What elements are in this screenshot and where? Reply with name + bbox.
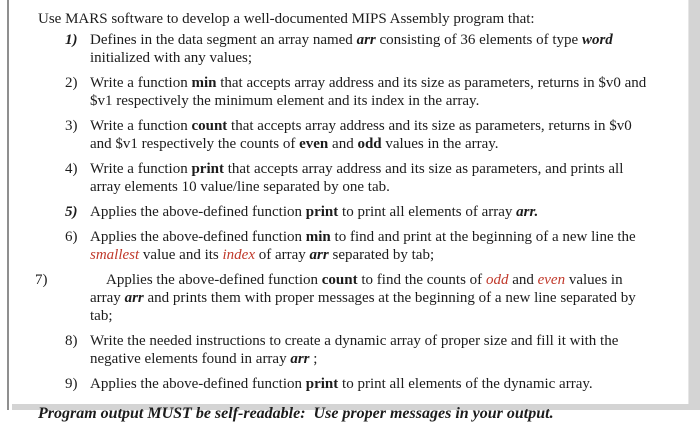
highlighted-term: even <box>537 272 566 288</box>
text-segment: Applies the above-defined function <box>90 376 306 392</box>
text-segment: consisting of 36 elements of type <box>375 32 582 48</box>
text-segment: print <box>191 161 224 177</box>
item-number: 9) <box>65 376 78 392</box>
item-number: 7) <box>35 272 48 288</box>
text-segment: print <box>305 376 339 392</box>
footer-note: Program output MUST be self-readable: Use proper messages in your output. <box>38 405 554 422</box>
requirements-list <box>0 31 686 393</box>
text-segment: arr <box>290 351 310 367</box>
item-text <box>90 204 538 220</box>
text-segment: min <box>191 75 217 91</box>
text-segment: arr <box>124 290 144 306</box>
item-text <box>90 271 650 325</box>
text-segment: min <box>305 229 331 245</box>
highlighted-term: odd <box>485 272 509 288</box>
list-item <box>0 332 686 368</box>
text-segment: and <box>508 272 538 288</box>
text-segment: initialized with any values; <box>90 50 253 66</box>
text-segment: Applies the above-defined function <box>106 272 322 288</box>
item-text <box>90 333 618 367</box>
text-segment: that accepts array address and its size as parameters, and prints all array elements 10 value/line separated by one tab. <box>90 161 624 195</box>
text-segment: values in array <box>90 272 623 306</box>
text-segment: value and its <box>139 247 223 263</box>
text-segment: values in the array. <box>381 136 499 152</box>
text-segment: even <box>299 136 329 152</box>
page-right-edge <box>688 0 700 410</box>
text-segment: Write the needed instructions to create a dynamic array of proper size and fill it with the negative elements found in array <box>90 333 619 367</box>
item-text <box>90 32 613 66</box>
list-item <box>0 375 686 393</box>
item-text <box>90 75 646 109</box>
document-content <box>0 10 686 423</box>
text-segment: of array <box>254 247 310 263</box>
item-number: 3) <box>65 118 78 134</box>
item-number: 2) <box>65 75 78 91</box>
text-segment: count <box>321 272 358 288</box>
text-segment: Applies the above-defined function <box>90 204 306 220</box>
text-segment: print <box>305 204 339 220</box>
item-number: 8) <box>65 333 78 349</box>
item-number: 4) <box>65 161 78 177</box>
item-number: 6) <box>65 229 78 245</box>
text-segment: to find and print at the beginning of a new line the <box>330 229 636 245</box>
item-number: 5) <box>65 204 78 220</box>
list-item <box>0 74 686 110</box>
text-segment: arr. <box>516 204 539 220</box>
item-text <box>90 161 623 195</box>
text-segment: to find the counts of <box>357 272 486 288</box>
text-segment: and prints them with proper messages at the beginning of a new line separated by tab; <box>90 290 636 324</box>
text-segment: separated by tab; <box>328 247 435 263</box>
text-segment: ; <box>309 351 318 367</box>
text-segment: Write a function <box>90 161 192 177</box>
item-number: 1) <box>65 32 78 48</box>
text-segment: that accepts array address and its size as parameters, returns in $v0 and $v1 respectively the minimum element and its index in the array. <box>90 75 647 109</box>
highlighted-term: index <box>222 247 255 263</box>
list-item <box>0 160 686 196</box>
item-text <box>90 118 632 152</box>
intro-line: Use MARS software to develop a well-documented MIPS Assembly program that: <box>38 11 535 27</box>
text-segment: to print all elements of array <box>338 204 517 220</box>
item-text <box>90 229 636 263</box>
text-segment: Defines in the data segment an array named <box>90 32 357 48</box>
text-segment: that accepts array address and its size as parameters, returns in $v0 and $v1 respectively the counts of <box>90 118 632 152</box>
text-segment: arr <box>356 32 376 48</box>
list-item <box>0 117 686 153</box>
text-segment: arr <box>309 247 329 263</box>
item-text <box>90 376 593 392</box>
text-segment: to print all elements of the dynamic array. <box>338 376 593 392</box>
highlighted-term: smallest <box>90 247 140 263</box>
text-segment: and <box>328 136 358 152</box>
text-segment: Write a function <box>90 118 192 134</box>
text-segment: Applies the above-defined function <box>90 229 306 245</box>
list-item <box>0 228 686 264</box>
list-item <box>0 271 686 325</box>
text-segment: Write a function <box>90 75 192 91</box>
text-segment: odd <box>357 136 382 152</box>
list-item <box>0 203 686 221</box>
list-item <box>0 31 686 67</box>
text-segment: word <box>581 32 613 48</box>
text-segment: count <box>191 118 228 134</box>
